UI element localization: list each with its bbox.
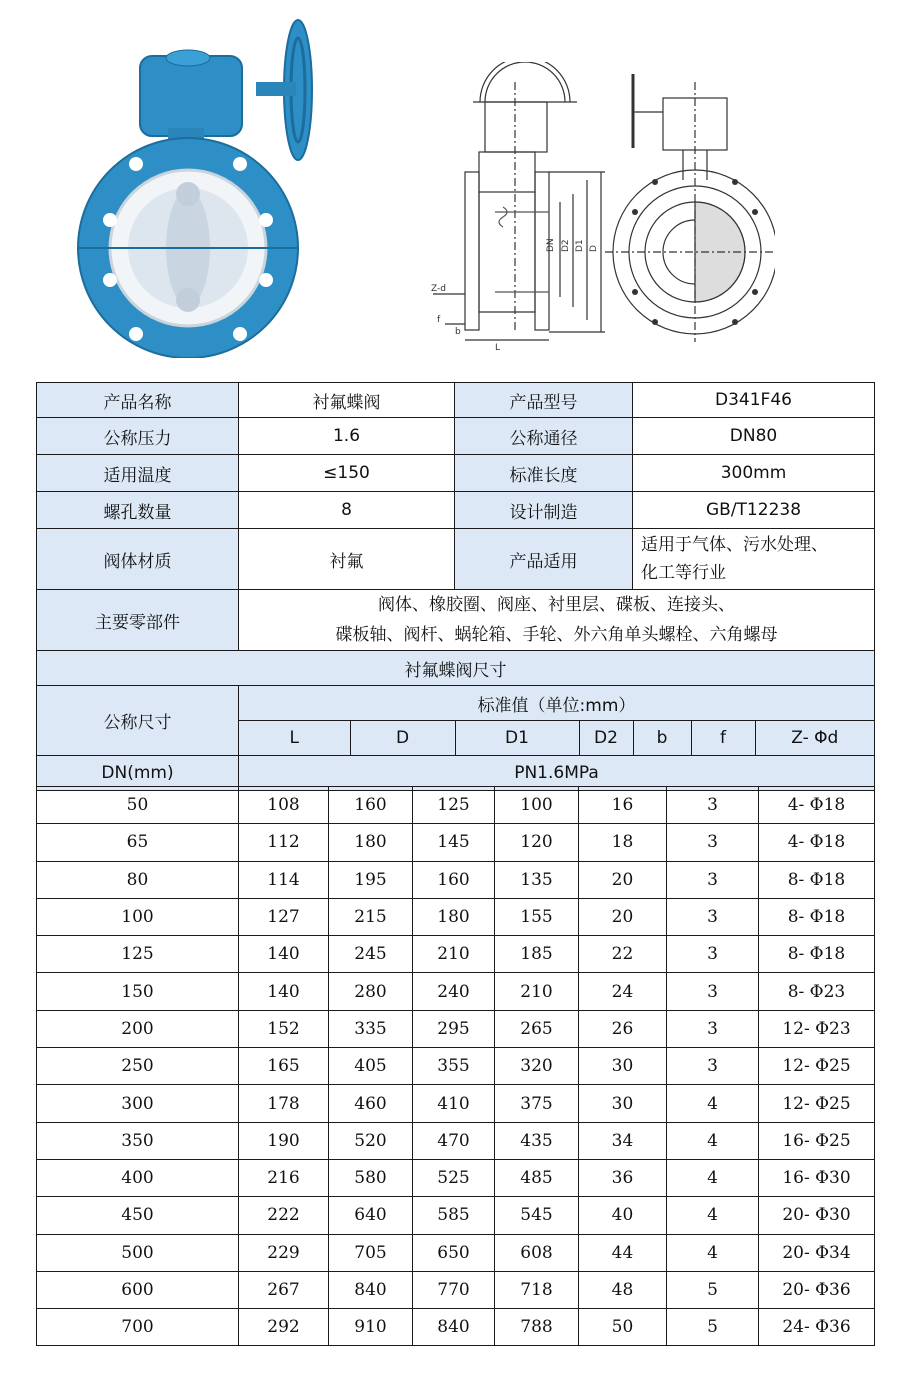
spec-label: 公称通径 [455,418,633,455]
dim-label-d2: D2 [561,239,571,252]
cell-l: 229 [239,1234,329,1271]
cell-d1: 355 [413,1048,495,1085]
cell-zd: 20- Φ36 [759,1271,875,1308]
cell-d1: 525 [413,1159,495,1196]
cell-f: 3 [667,936,759,973]
dims-table [36,786,875,1346]
table-row [37,1197,875,1234]
cell-b: 20 [579,898,667,935]
dim-label-d: D [589,245,599,252]
cell-d2: 155 [495,898,579,935]
spec-value: 8 [239,492,455,529]
cell-d2: 435 [495,1122,579,1159]
table-row [37,936,875,973]
cell-dn: 80 [37,861,239,898]
spec-label: 适用温度 [37,455,239,492]
spec-label: 主要零部件 [37,590,239,651]
cell-b: 20 [579,861,667,898]
table-row [37,1048,875,1085]
cell-d2: 608 [495,1234,579,1271]
spec-label: 产品名称 [37,383,239,418]
cell-d: 705 [329,1234,413,1271]
cell-d: 280 [329,973,413,1010]
cell-b: 34 [579,1122,667,1159]
cell-b: 48 [579,1271,667,1308]
col-header-d1: D1 [455,721,579,755]
table-row [37,973,875,1010]
cell-b: 50 [579,1309,667,1346]
cell-f: 4 [667,1159,759,1196]
col-header-d2: D2 [579,721,633,755]
dim-label-zd: Z-d [431,284,446,294]
cell-d1: 125 [413,787,495,824]
spec-value: 1.6 [239,418,455,455]
std-label: 标准值（单位:mm） [239,686,875,721]
cell-f: 3 [667,824,759,861]
cell-d1: 650 [413,1234,495,1271]
table-row [37,824,875,861]
spec-value-parts [239,590,875,651]
cell-d2: 375 [495,1085,579,1122]
cell-d1: 210 [413,936,495,973]
cell-dn: 150 [37,973,239,1010]
cell-dn: 450 [37,1197,239,1234]
spec-value-usage [633,529,875,590]
cell-d1: 840 [413,1309,495,1346]
cell-dn: 100 [37,898,239,935]
cell-zd: 12- Φ25 [759,1048,875,1085]
cell-dn: 400 [37,1159,239,1196]
spec-value: D341F46 [633,383,875,418]
cell-f: 4 [667,1122,759,1159]
cell-b: 18 [579,824,667,861]
cell-f: 4 [667,1197,759,1234]
cell-d1: 410 [413,1085,495,1122]
spec-value: ≤150 [239,455,455,492]
cell-d2: 135 [495,861,579,898]
cell-f: 3 [667,861,759,898]
col-header-b: b [633,721,691,755]
cell-zd: 16- Φ30 [759,1159,875,1196]
cell-dn: 700 [37,1309,239,1346]
cell-f: 3 [667,787,759,824]
cell-d1: 180 [413,898,495,935]
cell-d1: 145 [413,824,495,861]
cell-b: 30 [579,1048,667,1085]
cell-b: 26 [579,1010,667,1047]
dim-label-f: f [437,315,441,325]
cell-l: 165 [239,1048,329,1085]
cell-zd: 20- Φ34 [759,1234,875,1271]
table-row [37,1234,875,1271]
table-row [37,861,875,898]
table-row [37,1271,875,1308]
cell-d: 215 [329,898,413,935]
cell-b: 16 [579,787,667,824]
cell-l: 190 [239,1122,329,1159]
cell-d1: 160 [413,861,495,898]
spec-label: 设计制造 [455,492,633,529]
cell-d2: 120 [495,824,579,861]
dim-label-b: b [455,327,461,337]
col-header-f: f [691,721,755,755]
parts-line: 碟板轴、阀杆、蜗轮箱、手轮、外六角单头螺栓、六角螺母 [335,625,778,645]
cell-d2: 788 [495,1309,579,1346]
cell-b: 22 [579,936,667,973]
cell-d: 840 [329,1271,413,1308]
cell-d: 195 [329,861,413,898]
cell-d1: 585 [413,1197,495,1234]
spec-label: 公称压力 [37,418,239,455]
cell-b: 36 [579,1159,667,1196]
spec-label: 产品适用 [455,529,633,590]
spec-value: GB/T12238 [633,492,875,529]
cell-f: 5 [667,1271,759,1308]
cell-l: 140 [239,936,329,973]
cell-d1: 240 [413,973,495,1010]
cell-l: 178 [239,1085,329,1122]
cell-dn: 65 [37,824,239,861]
cell-d2: 718 [495,1271,579,1308]
dim-label-dn: DN [546,238,556,252]
col-header-group [239,721,875,756]
cell-d2: 485 [495,1159,579,1196]
dim-label-l: L [495,343,501,352]
cell-zd: 8- Φ23 [759,973,875,1010]
cell-d: 245 [329,936,413,973]
cell-b: 44 [579,1234,667,1271]
spec-label: 螺孔数量 [37,492,239,529]
spec-table [36,382,875,791]
cell-zd: 12- Φ23 [759,1010,875,1047]
cell-b: 24 [579,973,667,1010]
cell-d1: 295 [413,1010,495,1047]
cell-d: 910 [329,1309,413,1346]
cell-d: 520 [329,1122,413,1159]
cell-d2: 320 [495,1048,579,1085]
cell-d2: 545 [495,1197,579,1234]
cell-f: 3 [667,973,759,1010]
spec-value: DN80 [633,418,875,455]
cell-l: 114 [239,861,329,898]
col-header-zd: Z- Φd [791,728,839,748]
cell-l: 140 [239,973,329,1010]
cell-dn: 50 [37,787,239,824]
col-header-l: L [239,721,350,755]
cell-dn: 600 [37,1271,239,1308]
cell-zd: 16- Φ25 [759,1122,875,1159]
col-header-d: D [350,721,455,755]
cell-d: 180 [329,824,413,861]
dim-label-d1: D1 [575,239,585,252]
cell-zd: 12- Φ25 [759,1085,875,1122]
cell-d2: 185 [495,936,579,973]
cell-d: 335 [329,1010,413,1047]
size-label: 公称尺寸 [37,686,239,756]
spec-label: 标准长度 [455,455,633,492]
spec-value: 300mm [633,455,875,492]
cell-d: 640 [329,1197,413,1234]
cell-zd: 4- Φ18 [759,787,875,824]
cell-f: 3 [667,1010,759,1047]
table-row [37,1159,875,1196]
spec-label: 产品型号 [455,383,633,418]
pn-label: PN1.6MPa [239,756,875,791]
cell-f: 4 [667,1234,759,1271]
cell-zd: 24- Φ36 [759,1309,875,1346]
cell-zd: 4- Φ18 [759,824,875,861]
cell-l: 222 [239,1197,329,1234]
table-row [37,898,875,935]
cell-zd: 8- Φ18 [759,861,875,898]
usage-line: 化工等行业 [641,563,726,583]
cell-b: 30 [579,1085,667,1122]
cell-f: 3 [667,1048,759,1085]
cell-d: 160 [329,787,413,824]
cell-f: 3 [667,898,759,935]
cell-l: 216 [239,1159,329,1196]
cell-dn: 300 [37,1085,239,1122]
cell-d: 460 [329,1085,413,1122]
valve-technical-drawing [425,62,775,352]
dn-label: DN(mm) [37,756,239,791]
cell-zd: 20- Φ30 [759,1197,875,1234]
cell-d2: 100 [495,787,579,824]
table-row [37,1085,875,1122]
cell-f: 5 [667,1309,759,1346]
usage-line: 适用于气体、污水处理、 [641,535,828,555]
cell-dn: 350 [37,1122,239,1159]
cell-d1: 770 [413,1271,495,1308]
cell-zd: 8- Φ18 [759,936,875,973]
table-row [37,1309,875,1346]
cell-l: 152 [239,1010,329,1047]
cell-d: 580 [329,1159,413,1196]
cell-f: 4 [667,1085,759,1122]
cell-dn: 125 [37,936,239,973]
cell-l: 292 [239,1309,329,1346]
cell-b: 40 [579,1197,667,1234]
cell-d1: 470 [413,1122,495,1159]
spec-value: 衬氟 [239,529,455,590]
cell-dn: 250 [37,1048,239,1085]
cell-dn: 500 [37,1234,239,1271]
table-row [37,1010,875,1047]
spec-value: 衬氟蝶阀 [239,383,455,418]
col-header-table [239,721,874,755]
cell-zd: 8- Φ18 [759,898,875,935]
cell-d: 405 [329,1048,413,1085]
parts-line: 阀体、橡胶圈、阀座、衬里层、碟板、连接头、 [378,595,735,615]
cell-d2: 210 [495,973,579,1010]
table-row [37,787,875,824]
spec-label: 阀体材质 [37,529,239,590]
cell-l: 127 [239,898,329,935]
valve-photo [70,8,330,358]
table-row [37,1122,875,1159]
cell-l: 108 [239,787,329,824]
cell-l: 267 [239,1271,329,1308]
dims-title: 衬氟蝶阀尺寸 [37,651,875,686]
cell-d2: 265 [495,1010,579,1047]
cell-dn: 200 [37,1010,239,1047]
cell-l: 112 [239,824,329,861]
